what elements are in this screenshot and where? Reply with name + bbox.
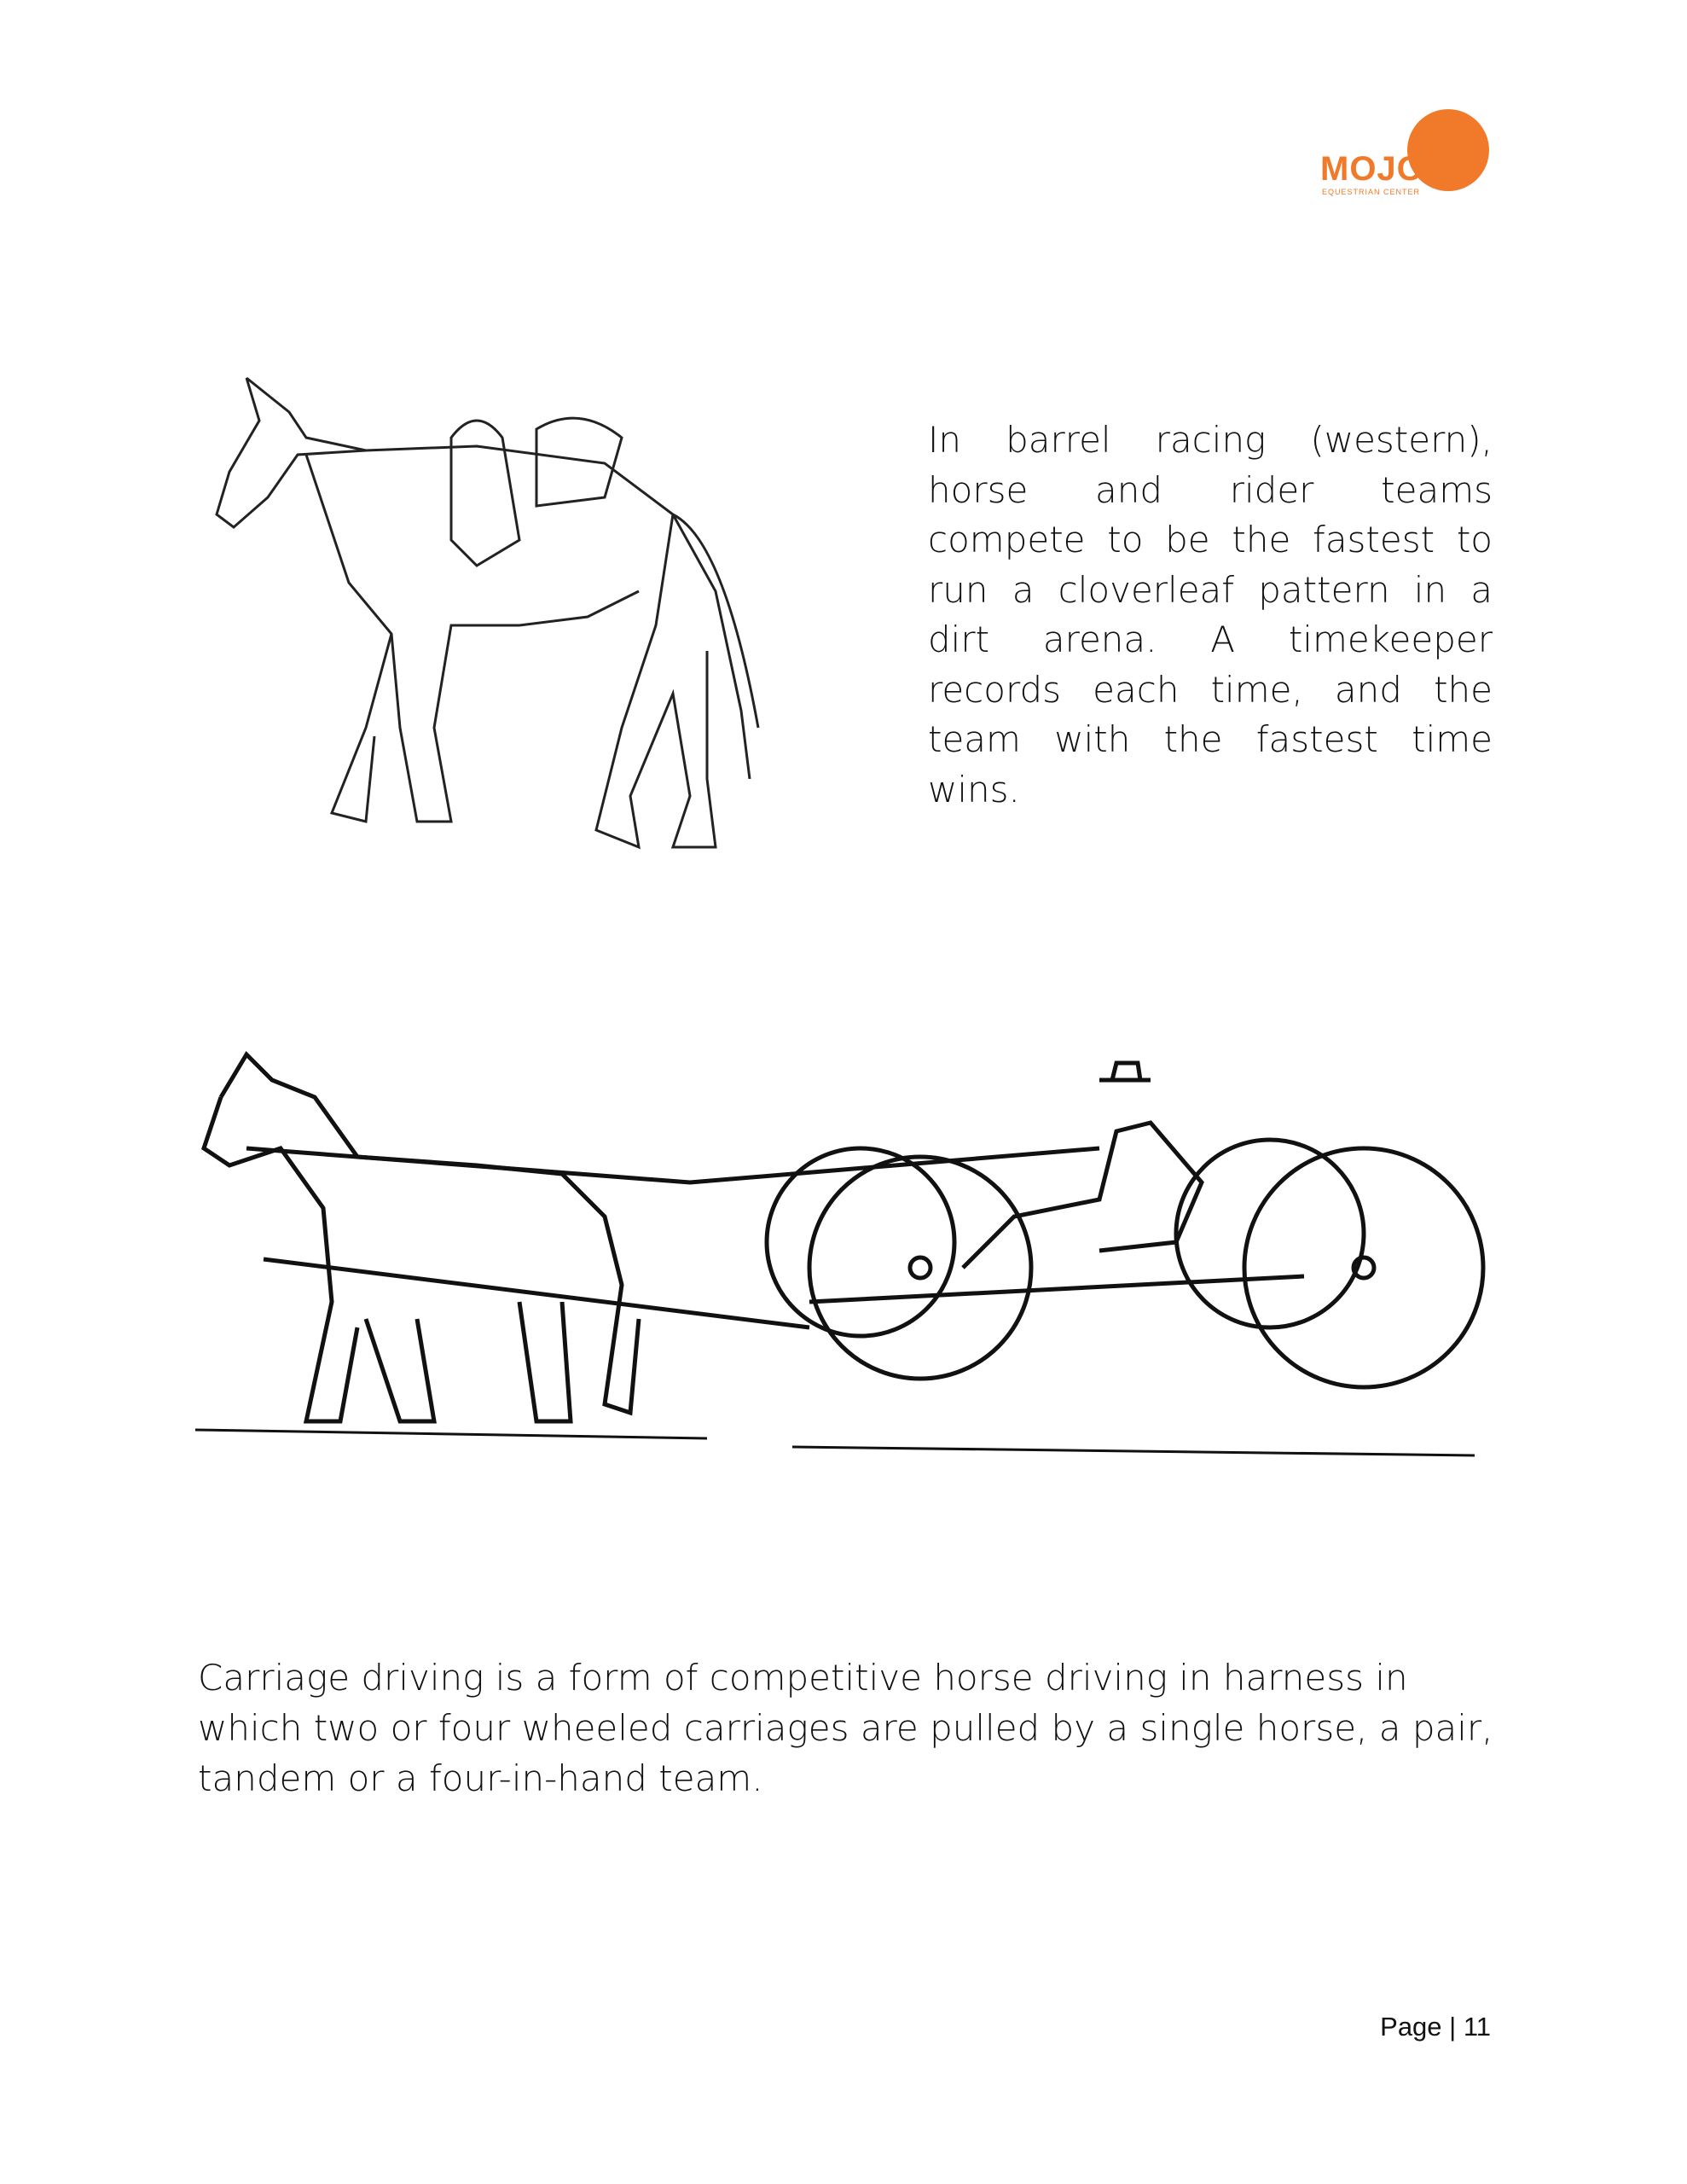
- logo-subtitle: EQUESTRIAN CENTER: [1322, 188, 1421, 196]
- horse-carriage-illustration: [195, 1046, 1493, 1481]
- carriage-driving-paragraph: Carriage driving is a form of competitive horse driving in harness in which two or four wheeled carriages are pulled by a single horse, a pair, tandem or a four-in-hand team.: [198, 1657, 1493, 1799]
- saddled-horse-illustration: [195, 369, 886, 860]
- mojo-logo: [1313, 102, 1493, 198]
- logo-word: MOJO: [1320, 150, 1424, 188]
- barrel-racing-paragraph: In barrel racing (western), horse and rider teams compete to be the fastest to run a cloverleaf pattern in a dirt arena. A timekeeper records each time, and the team with the fastest time wins.: [928, 419, 1493, 810]
- page-number: Page | 11: [1380, 2012, 1491, 2042]
